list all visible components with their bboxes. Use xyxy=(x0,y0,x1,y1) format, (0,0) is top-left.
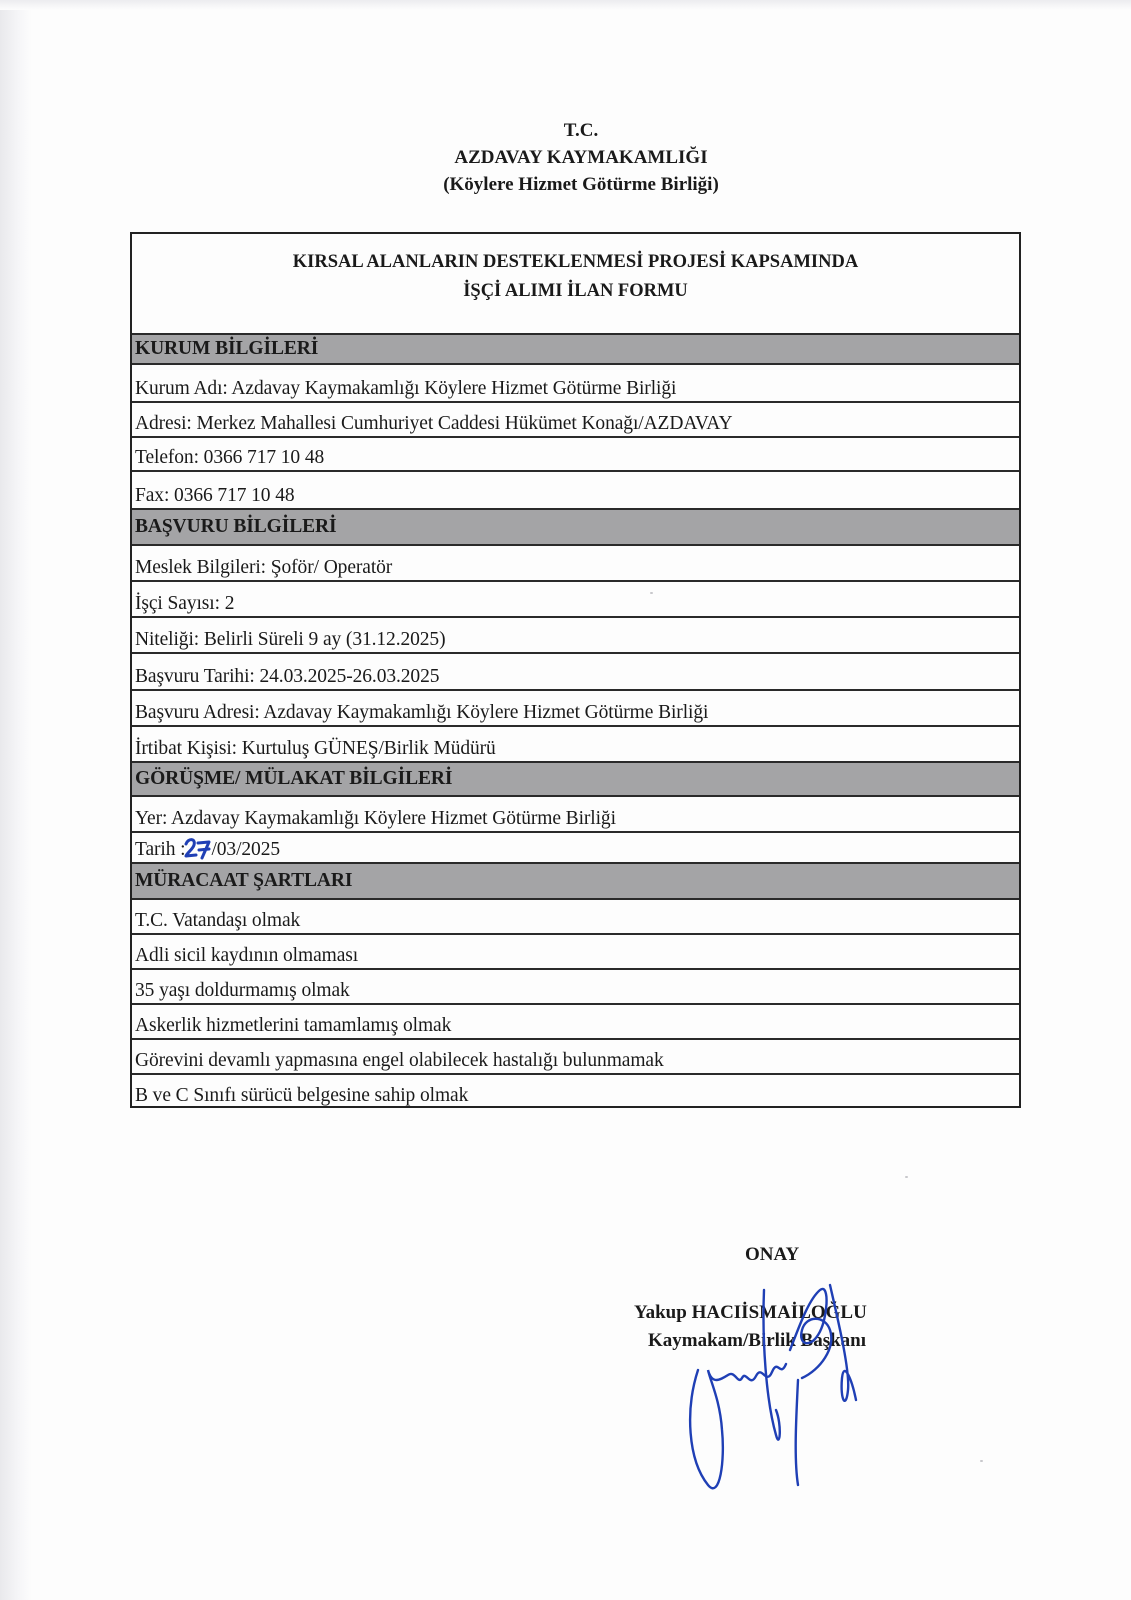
scan-speck xyxy=(980,1460,983,1462)
row-text: İrtibat Kişisi: Kurtuluş GÜNEŞ/Birlik Müdürü xyxy=(135,738,496,759)
row-kurum-adi xyxy=(132,363,1019,401)
row-text: Askerlik hizmetlerini tamamlamış olmak xyxy=(135,1015,452,1036)
row-sart-3 xyxy=(132,968,1019,1003)
row-isci-sayisi xyxy=(132,580,1019,616)
section-header-kurum xyxy=(132,333,1019,363)
row-text: Görevini devamlı yapmasına engel olabilecek hastalığı bulunmamak xyxy=(135,1050,664,1071)
row-gorusme-yer xyxy=(132,795,1019,831)
approver-title: Kaymakam/Birlik Başkanı xyxy=(648,1330,867,1351)
row-irtibat-kisisi xyxy=(132,725,1019,761)
tarih-label: Tarih : xyxy=(135,839,186,860)
scan-speck xyxy=(905,1176,908,1178)
row-text: Adresi: Merkez Mahallesi Cumhuriyet Caddesi Hükümet Konağı/AZDAVAY xyxy=(135,413,733,434)
row-sart-5 xyxy=(132,1038,1019,1073)
handwritten-signature xyxy=(680,1260,880,1500)
row-text: Adli sicil kaydının olmaması xyxy=(135,945,359,966)
ilan-form-table xyxy=(130,232,1021,1108)
row-fax xyxy=(132,470,1019,508)
row-text: Yer: Azdavay Kaymakamlığı Köylere Hizmet Götürme Birliği xyxy=(135,808,616,829)
row-niteligi xyxy=(132,616,1019,652)
row-text: İşçi Sayısı: 2 xyxy=(135,593,235,614)
tarih-rest: /03/2025 xyxy=(211,839,281,860)
form-title-line-1: KIRSAL ALANLARIN DESTEKLENMESİ PROJESİ KAPSAMINDA xyxy=(292,252,859,272)
approval-label: ONAY xyxy=(745,1244,800,1265)
form-title xyxy=(132,248,1019,306)
section-header-basvuru xyxy=(132,508,1019,544)
section-header-muracaat xyxy=(132,862,1019,898)
section-label: BAŞVURU BİLGİLERİ xyxy=(135,516,337,537)
row-telefon xyxy=(132,436,1019,470)
handwritten-date-day xyxy=(185,837,211,862)
header-line-birlik: (Köylere Hizmet Götürme Birliği) xyxy=(443,174,719,195)
row-adres xyxy=(132,401,1019,436)
section-header-gorusme xyxy=(132,761,1019,795)
row-sart-4 xyxy=(132,1003,1019,1038)
row-meslek xyxy=(132,544,1019,580)
header-line-kaymakamlik: AZDAVAY KAYMAKAMLIĞI xyxy=(454,147,708,168)
row-text: Kurum Adı: Azdavay Kaymakamlığı Köylere Hizmet Götürme Birliği xyxy=(135,378,677,399)
row-text: B ve C Sınıfı sürücü belgesine sahip olmak xyxy=(135,1085,469,1106)
scan-shadow-left xyxy=(0,0,32,1600)
row-gorusme-tarih xyxy=(132,831,1019,862)
form-title-line-2: İŞÇİ ALIMI İLAN FORMU xyxy=(463,281,688,301)
section-label: GÖRÜŞME/ MÜLAKAT BİLGİLERİ xyxy=(135,768,453,789)
row-text: Fax: 0366 717 10 48 xyxy=(135,485,295,506)
row-sart-2 xyxy=(132,933,1019,968)
row-text: Meslek Bilgileri: Şoför/ Operatör xyxy=(135,557,393,578)
row-basvuru-adresi xyxy=(132,689,1019,725)
row-basvuru-tarihi xyxy=(132,652,1019,689)
row-text: 35 yaşı doldurmamış olmak xyxy=(135,980,350,1001)
row-text: Telefon: 0366 717 10 48 xyxy=(135,447,325,468)
approver-name: Yakup HACIİSMAİLOĞLU xyxy=(634,1302,867,1323)
scan-speck xyxy=(650,592,653,594)
section-label: KURUM BİLGİLERİ xyxy=(135,338,319,359)
row-text: Niteliği: Belirli Süreli 9 ay (31.12.2025) xyxy=(135,629,446,650)
row-sart-1 xyxy=(132,898,1019,933)
section-label: MÜRACAAT ŞARTLARI xyxy=(135,870,353,891)
scan-shadow-top xyxy=(0,0,1131,10)
header-line-tc: T.C. xyxy=(563,120,599,141)
row-text: Başvuru Adresi: Azdavay Kaymakamlığı Köylere Hizmet Götürme Birliği xyxy=(135,702,709,723)
row-text: Başvuru Tarihi: 24.03.2025-26.03.2025 xyxy=(135,666,440,687)
handwritten-27-mark xyxy=(183,835,213,861)
row-text: T.C. Vatandaşı olmak xyxy=(135,910,301,931)
document-header xyxy=(0,117,1131,198)
row-sart-6 xyxy=(132,1073,1019,1108)
